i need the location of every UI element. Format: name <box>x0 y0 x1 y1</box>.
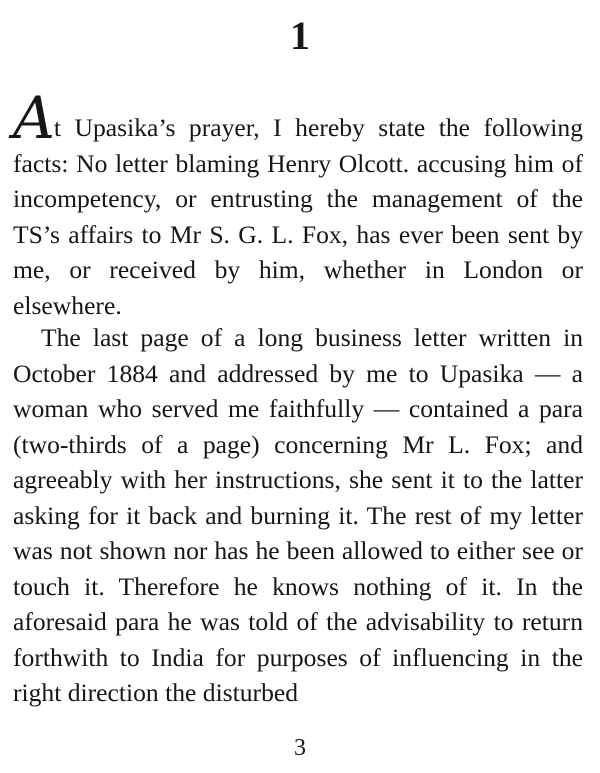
page-number: 3 <box>294 735 306 761</box>
paragraph-2: The last page of a long business letter written in October 1884 and addressed by me to Upasika — a woman who served me faithfully — contained a para (two-thirds of a page) concerning Mr L. Fox; and agreeably with her instructions, she sent it to the latter asking for it back and burning it. The rest of my letter was not shown nor has he been allowed to either see or touch it. Therefore he knows nothing of it. In the aforesaid para he was told of the advisability to return forthwith to India for purposes of influencing in the right direction the disturbed <box>13 323 583 707</box>
chapter-number: 1 <box>290 13 310 58</box>
paragraph-1 <box>13 84 583 323</box>
paragraph-1-text: t Upasika’s prayer, I hereby state the following facts: No letter blaming Henry Olcott. accusing him of incompetency, or entrusting the management of the TS’s affairs to Mr S. G. L. Fox, has ever been sent by me, or received by him, whether in London or elsewhere. <box>13 113 583 320</box>
drop-cap-letter: A <box>13 84 53 152</box>
